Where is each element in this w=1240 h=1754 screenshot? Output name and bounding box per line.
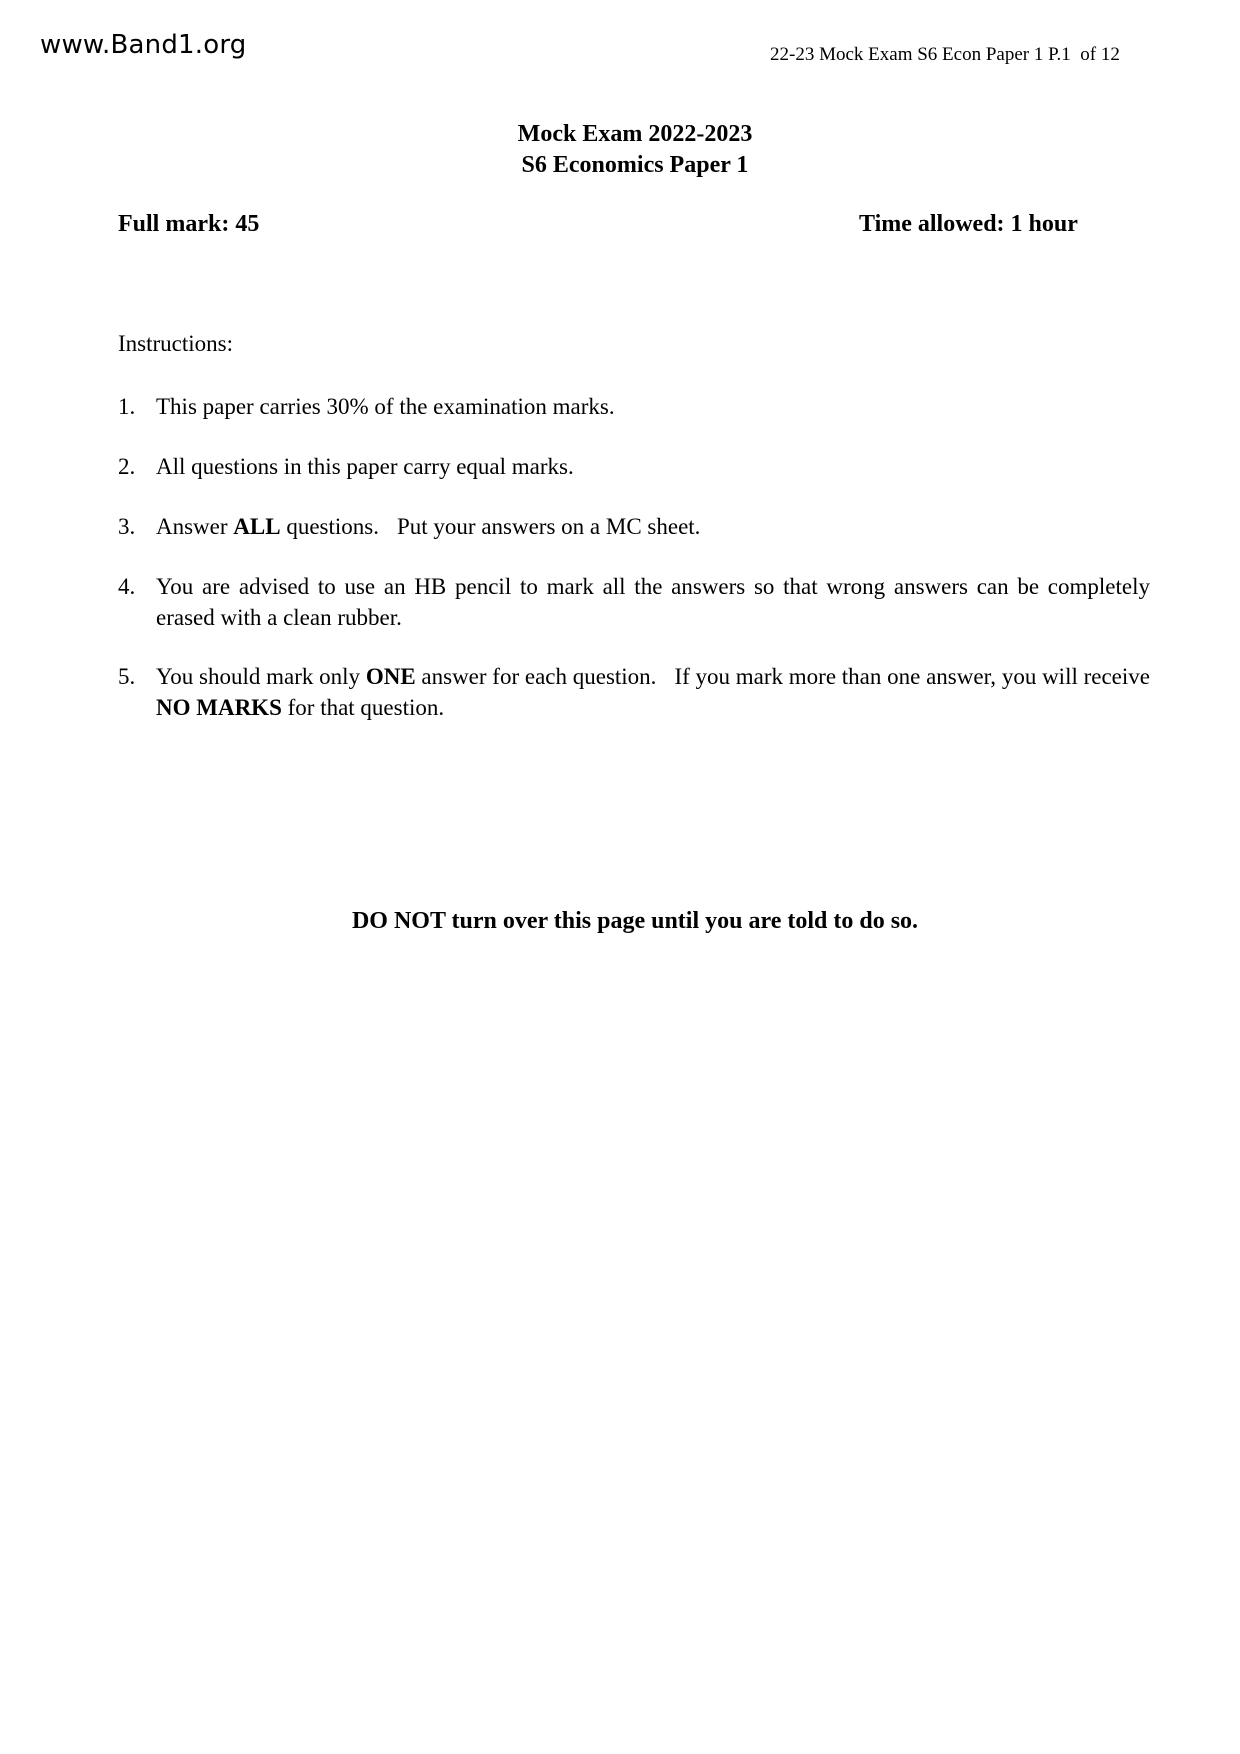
instruction-number: 4. [118, 574, 136, 599]
instruction-item [118, 571, 1150, 633]
title-block [0, 119, 1240, 181]
instruction-text: You are advised to use an HB pencil to mark all the answers so that wrong answers can be completely erased with a clean rubber. [156, 574, 1150, 630]
exam-title: Mock Exam 2022-2023 [517, 121, 753, 147]
instruction-item [118, 391, 1150, 422]
warning-notice: DO NOT turn over this page until you are told to do so. [351, 908, 919, 934]
full-mark: Full mark: 45 [118, 211, 260, 237]
paper-title: S6 Economics Paper 1 [521, 152, 749, 178]
time-allowed: Time allowed: 1 hour [859, 211, 1078, 237]
instruction-number: 5. [118, 664, 136, 689]
instructions-heading: Instructions: [118, 331, 233, 356]
instruction-text: All questions in this paper carry equal marks. [156, 454, 574, 479]
instruction-item [118, 511, 1150, 542]
instruction-item [118, 661, 1150, 723]
instruction-text: This paper carries 30% of the examination marks. [156, 394, 615, 419]
instruction-number: 3. [118, 514, 136, 539]
instruction-text: You should mark only ONE answer for each question. If you mark more than one answer, you will receive NO MARKS for that question. [156, 664, 1150, 720]
running-header: 22-23 Mock Exam S6 Econ Paper 1 P.1 of 12 [770, 44, 1120, 65]
watermark: www.Band1.org [40, 30, 247, 60]
instruction-number: 1. [118, 394, 136, 419]
instruction-number: 2. [118, 454, 136, 479]
instruction-text: Answer ALL questions. Put your answers on a MC sheet. [156, 514, 701, 539]
instruction-item [118, 451, 1150, 482]
